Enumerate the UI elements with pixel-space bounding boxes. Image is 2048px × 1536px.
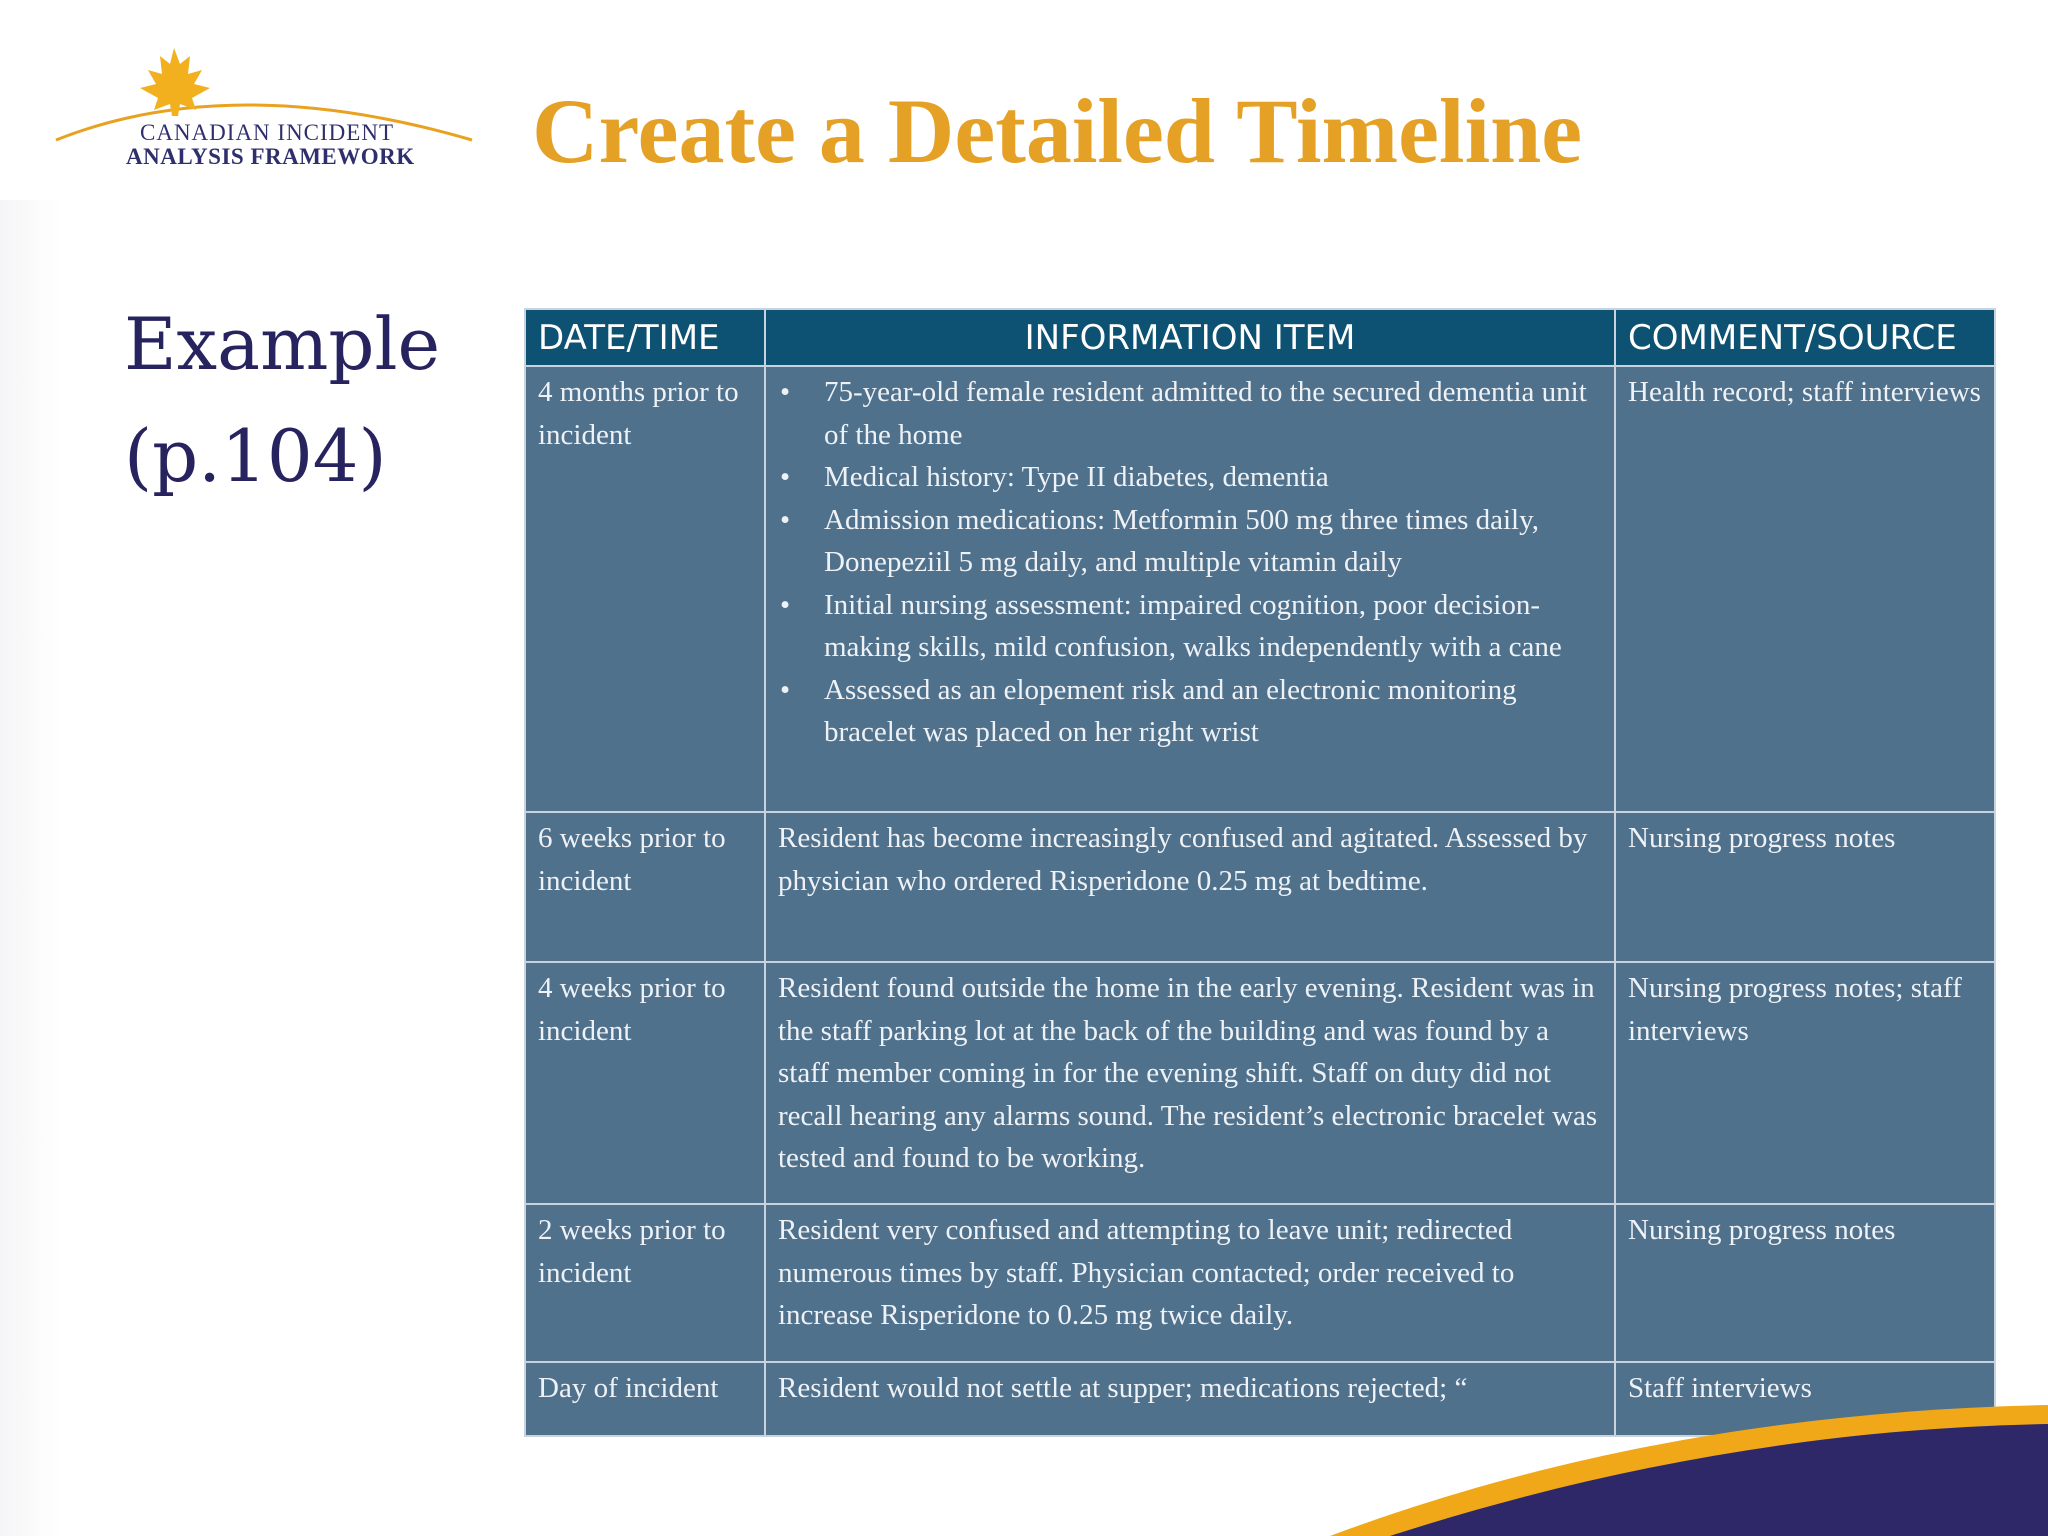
table-row — [525, 962, 1995, 1204]
column-header-information-item: INFORMATION ITEM — [765, 309, 1615, 366]
information-cell: Resident found outside the home in the early evening. Resident was in the staff parking lot at the back of the building and was found by a staff member coming in for the evening shift. Staff on duty did not recall hearing any alarms sound. The resident’s electronic bracelet was tested and found to be working. — [765, 962, 1615, 1204]
column-header-date-time: DATE/TIME — [525, 309, 765, 366]
source-cell: Nursing progress notes; staff interviews — [1615, 962, 1995, 1204]
source-cell: Health record; staff interviews — [1615, 366, 1995, 812]
example-label-line1: Example — [124, 302, 441, 386]
table-row — [525, 1362, 1995, 1436]
information-cell: Resident has become increasingly confused and agitated. Assessed by physician who ordered Risperidone 0.25 mg at bedtime. — [765, 812, 1615, 962]
date-cell: 4 weeks prior to incident — [525, 962, 765, 1204]
information-bullet-list — [778, 371, 1602, 754]
source-cell: Nursing progress notes — [1615, 1204, 1995, 1362]
canadian-incident-analysis-framework-logo — [52, 40, 482, 180]
list-item: • Initial nursing assessment: impaired cognition, poor decision-making skills, mild confusion, walks independently with a cane — [778, 584, 1602, 669]
timeline-table-container — [524, 308, 1994, 1404]
column-header-comment-source: COMMENT/SOURCE — [1615, 309, 1995, 366]
date-cell: Day of incident — [525, 1362, 765, 1436]
information-cell: Resident would not settle at supper; medications rejected; “ — [765, 1362, 1615, 1436]
list-item: • Assessed as an elopement risk and an electronic monitoring bracelet was placed on her right wrist — [778, 669, 1602, 754]
date-cell: 6 weeks prior to incident — [525, 812, 765, 962]
list-item: • Admission medications: Metformin 500 mg three times daily, Donepeziil 5 mg daily, and multiple vitamin daily — [778, 499, 1602, 584]
list-item: • 75-year-old female resident admitted to the secured dementia unit of the home — [778, 371, 1602, 456]
left-margin-shade — [0, 200, 62, 1536]
source-cell: Nursing progress notes — [1615, 812, 1995, 962]
slide-title: Create a Detailed Timeline — [532, 80, 1583, 182]
table-row — [525, 812, 1995, 962]
table-header-row — [525, 309, 1995, 366]
date-cell: 2 weeks prior to incident — [525, 1204, 765, 1362]
information-cell: Resident very confused and attempting to leave unit; redirected numerous times by staff. Physician contacted; order received to increase Risperidone to 0.25 mg twice daily. — [765, 1204, 1615, 1362]
source-cell: Staff interviews — [1615, 1362, 1995, 1436]
timeline-table — [524, 308, 1996, 1437]
information-cell — [765, 366, 1615, 812]
example-label — [124, 288, 484, 512]
logo-text-line2: ANALYSIS FRAMEWORK — [126, 144, 415, 169]
table-row — [525, 366, 1995, 812]
list-item: • Medical history: Type II diabetes, dementia — [778, 456, 1602, 499]
table-row — [525, 1204, 1995, 1362]
example-label-page-ref: (p.104) — [124, 414, 387, 498]
logo-text-line1: CANADIAN INCIDENT — [140, 120, 394, 145]
date-cell: 4 months prior to incident — [525, 366, 765, 812]
